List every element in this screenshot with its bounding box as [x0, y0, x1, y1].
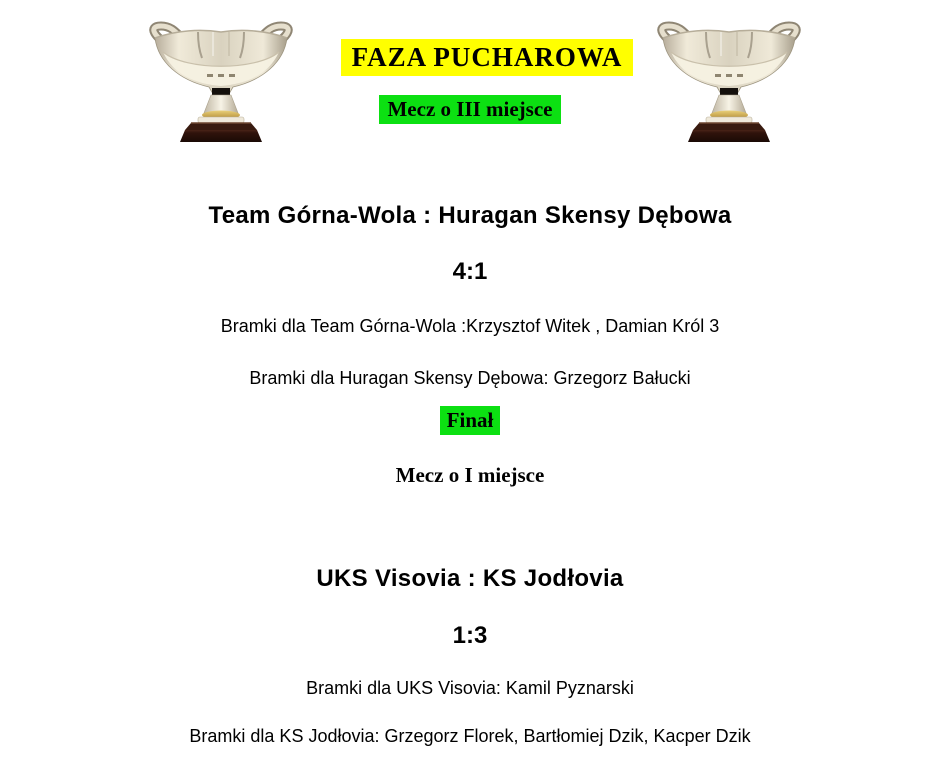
final-subheading: Mecz o I miejsce: [395, 463, 545, 487]
third-place-match-teams: Team Górna-Wola : Huragan Skensy Dębowa: [208, 202, 732, 229]
third-place-heading: [0, 97, 940, 122]
trophy-cup-icon: [140, 16, 302, 142]
final-away-scorers: Bramki dla KS Jodłovia: Grzegorz Florek, Bartłomiej Dzik, Kacper Dzik: [189, 726, 751, 746]
phase-title-highlight: FAZA PUCHAROWA: [341, 39, 634, 76]
final-match-teams: UKS Visovia : KS Jodłovia: [316, 565, 624, 592]
third-place-heading-highlight: Mecz o III miejsce: [379, 95, 560, 124]
third-place-home-scorers: Bramki dla Team Górna-Wola :Krzysztof Witek , Damian Król 3: [220, 316, 720, 336]
trophy-cup-icon: [648, 16, 810, 142]
page-title: [0, 42, 940, 73]
final-home-scorers: Bramki dla UKS Visovia: Kamil Pyznarski: [306, 678, 634, 698]
third-place-match-score: 4:1: [452, 258, 488, 285]
final-heading: [0, 408, 940, 433]
third-place-away-scorers: Bramki dla Huragan Skensy Dębowa: Grzegorz Bałucki: [249, 368, 691, 388]
final-heading-highlight: Finał: [440, 406, 501, 435]
final-match-score: 1:3: [452, 622, 488, 649]
